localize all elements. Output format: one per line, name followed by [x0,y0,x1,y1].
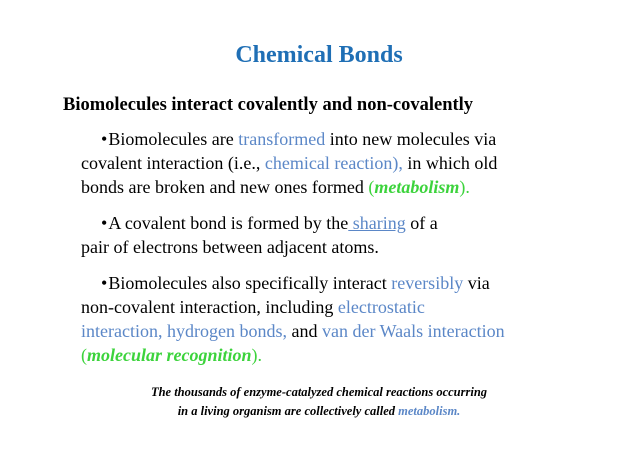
highlight-transformed: transformed [238,129,326,149]
highlight-molecular-recognition: molecular recognition [87,345,252,365]
highlight-sharing: sharing [348,213,406,233]
bullet-paragraph-non-covalent [81,271,626,367]
bullet-glyph: • [101,129,108,149]
bullet-glyph: • [101,273,108,293]
text-span: of a [405,213,438,233]
text-span: A covalent bond is formed by the [108,213,349,233]
text-span: bonds are broken and new ones formed [81,177,369,197]
paragraph-line [81,319,626,343]
paragraph-line [81,127,626,151]
paragraph-line [81,235,626,259]
paragraph-line [81,295,626,319]
text-span: pair of electrons between adjacent atoms. [81,237,379,257]
paragraph-line [81,343,626,367]
bullet-glyph: • [101,213,108,233]
text-span: Biomolecules also specifically interact [108,273,392,293]
text-span: non-covalent interaction, including [81,297,338,317]
footnote-line [0,402,638,421]
text-span: into new molecules via [325,129,497,149]
paren-open: ( [368,177,375,197]
highlight-van-der-waals: van der Waals interaction [321,321,505,341]
text-span: in a living organism are collectively called [177,404,399,418]
paragraph-line [81,151,626,175]
paren-open: ( [81,345,87,365]
paragraph-line [81,271,626,295]
footnote-line: The thousands of enzyme-catalyzed chemical reactions occurring [150,385,488,399]
paren-close: ). [459,177,470,197]
text-span: covalent interaction (i.e., [81,153,265,173]
highlight-reversibly: reversibly [391,273,464,293]
text-span: Biomolecules are [108,129,239,149]
section-heading: Biomolecules interact covalently and non-covalently [63,95,474,115]
text-span: via [463,273,490,293]
text-span: in which old [402,153,498,173]
highlight-electrostatic: electrostatic [337,297,425,317]
paragraph-line [81,175,626,199]
highlight-hydrogen-bonds: interaction, hydrogen bonds, [81,321,287,341]
bullet-paragraph-covalent-bond [81,211,626,259]
bullet-paragraph-transformation [81,127,626,199]
footnote [0,383,638,421]
highlight-chemical-reaction: chemical reaction), [264,153,403,173]
text-span: and [286,321,322,341]
slide-title: Chemical Bonds [235,42,403,68]
highlight-metabolism: metabolism [374,177,460,197]
highlight-metabolism-footnote: metabolism. [398,404,461,418]
paragraph-line [81,211,626,235]
paren-close: ). [251,345,263,365]
